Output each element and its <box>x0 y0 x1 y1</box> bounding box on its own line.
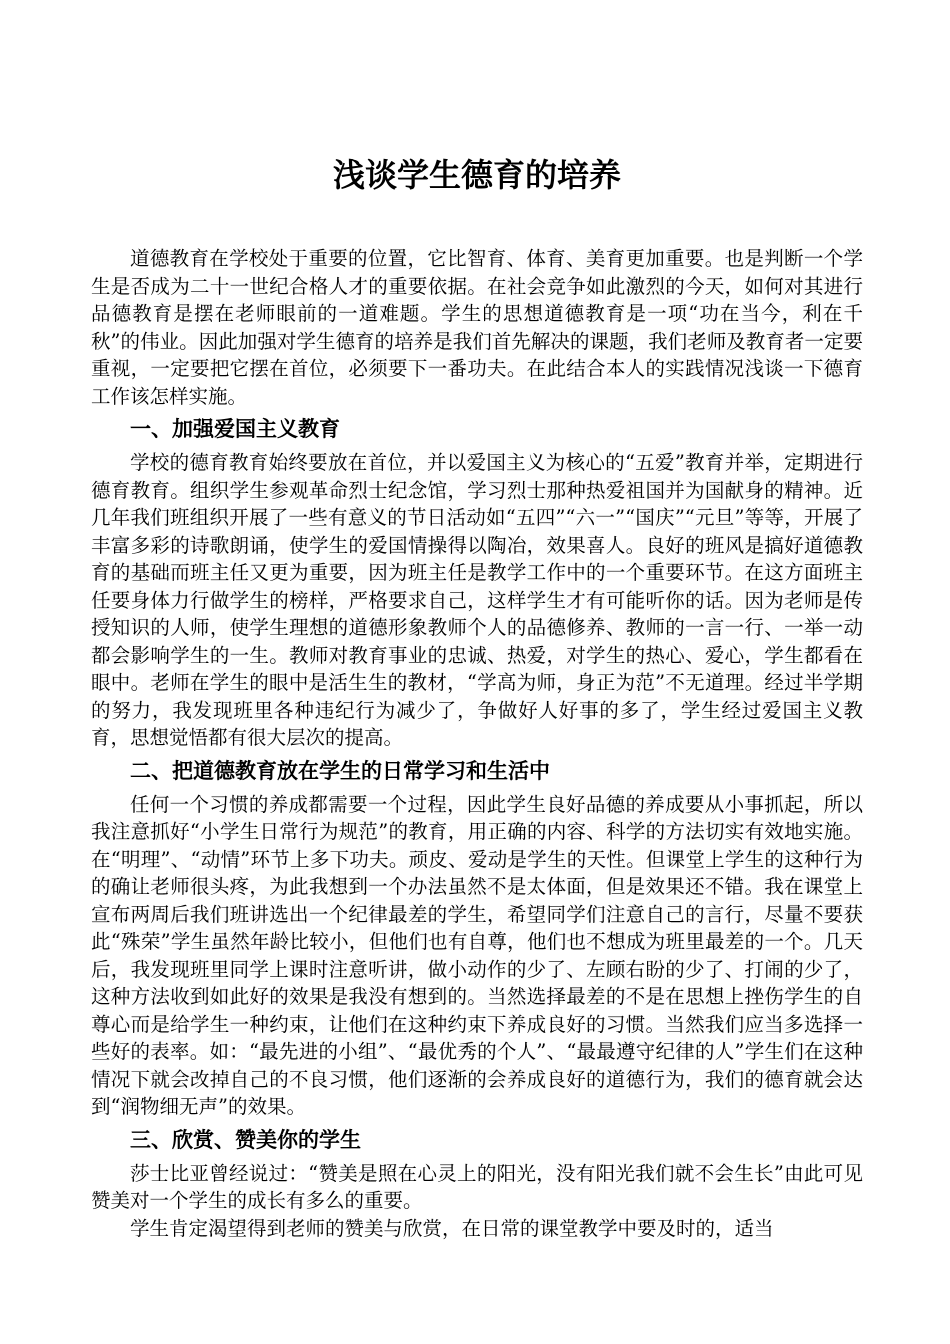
section-1-paragraph-1: 学校的德育教育始终要放在首位，并以爱国主义为核心的“五爱”教育并举，定期进行德育教育。组织学生参观革命烈士纪念馆，学习烈士那种热爱祖国并为国献身的精神。近几年我们班组织开展了一些有意义的节日活动如“五四”“六一”“国庆”“元旦”等等，开展了丰富多彩的诗歌朗诵，使学生的爱国情操得以陶冶，效果喜人。良好的班风是搞好道德教育的基础而班主任又更为重要，因为班主任是教学工作中的一个重要环节。在这方面班主任要身体力行做学生的榜样，严格要求自己，这样学生才有可能听你的话。因为老师是传授知识的人师，使学生理想的道德形象教师个人的品德修养、教师的一言一行、一举一动都会影响学生的一生。教师对教育事业的忠诚、热爱，对学生的热心、爱心，学生都看在眼中。老师在学生的眼中是活生生的教材，“学高为师，身正为范”不无道理。经过半学期的努力，我发现班里各种违纪行为减少了，争做好人好事的多了，学生经过爱国主义教育，思想觉悟都有很大层次的提高。 <box>91 451 863 749</box>
section-heading-1: 一、加强爱国主义教育 <box>130 417 340 441</box>
document-body <box>91 245 863 1242</box>
section-3-paragraph-2: 学生肯定渴望得到老师的赞美与欣赏，在日常的课堂教学中要及时的，适当 <box>130 1216 774 1240</box>
section-heading-2: 二、把道德教育放在学生的日常学习和生活中 <box>130 758 550 783</box>
section-3-paragraph-1: 莎士比亚曾经说过：“赞美是照在心灵上的阳光，没有阳光我们就不会生长”由此可见赞美对一个学生的成长有多么的重要。 <box>91 1161 863 1212</box>
intro-paragraph: 道德教育在学校处于重要的位置，它比智育、体育、美育更加重要。也是判断一个学生是否成为二十一世纪合格人才的重要依据。在社会竞争如此激烈的今天，如何对其进行品德教育是摆在老师眼前的一道难题。学生的思想道德教育是一项“功在当今，利在千秋”的伟业。因此加强对学生德育的培养是我们首先解决的课题，我们老师及教育者一定要重视，一定要把它摆在首位，必须要下一番功夫。在此结合本人的实践情况浅谈一下德育工作该怎样实施。 <box>91 247 863 408</box>
section-heading-3: 三、欣赏、赞美你的学生 <box>130 1127 361 1152</box>
section-2-paragraph-1: 任何一个习惯的养成都需要一个过程，因此学生良好品德的养成要从小事抓起，所以我注意抓好“小学生日常行为规范”的教育，用正确的内容、科学的方法切实有效地实施。在“明理”、“动情”环节上多下功夫。顽皮、爱动是学生的天性。但课堂上学生的这种行为的确让老师很头疼，为此我想到一个办法虽然不是太体面，但是效果还不错。我在课堂上宣布两周后我们班讲选出一个纪律最差的学生，希望同学们注意自己的言行，尽量不要获此“殊荣”学生虽然年龄比较小，但他们也有自尊，他们也不想成为班里最差的一个。几天后，我发现班里同学上课时注意听讲，做小动作的少了、左顾右盼的少了、打闹的少了，这种方法收到如此好的效果是我没有想到的。当然选择最差的不是在思想上挫伤学生的自尊心而是给学生一种约束，让他们在这种约束下养成良好的习惯。当然我们应当多选择一些好的表率。如：“最先进的小组”、“最优秀的个人”、“最最遵守纪律的人”学生们在这种情况下就会改掉自己的不良习惯，他们逐渐的会养成良好的道德行为，我们的德育就会达到“润物细无声”的效果。 <box>91 792 863 1118</box>
document-title: 浅谈学生德育的培养 <box>332 156 621 194</box>
